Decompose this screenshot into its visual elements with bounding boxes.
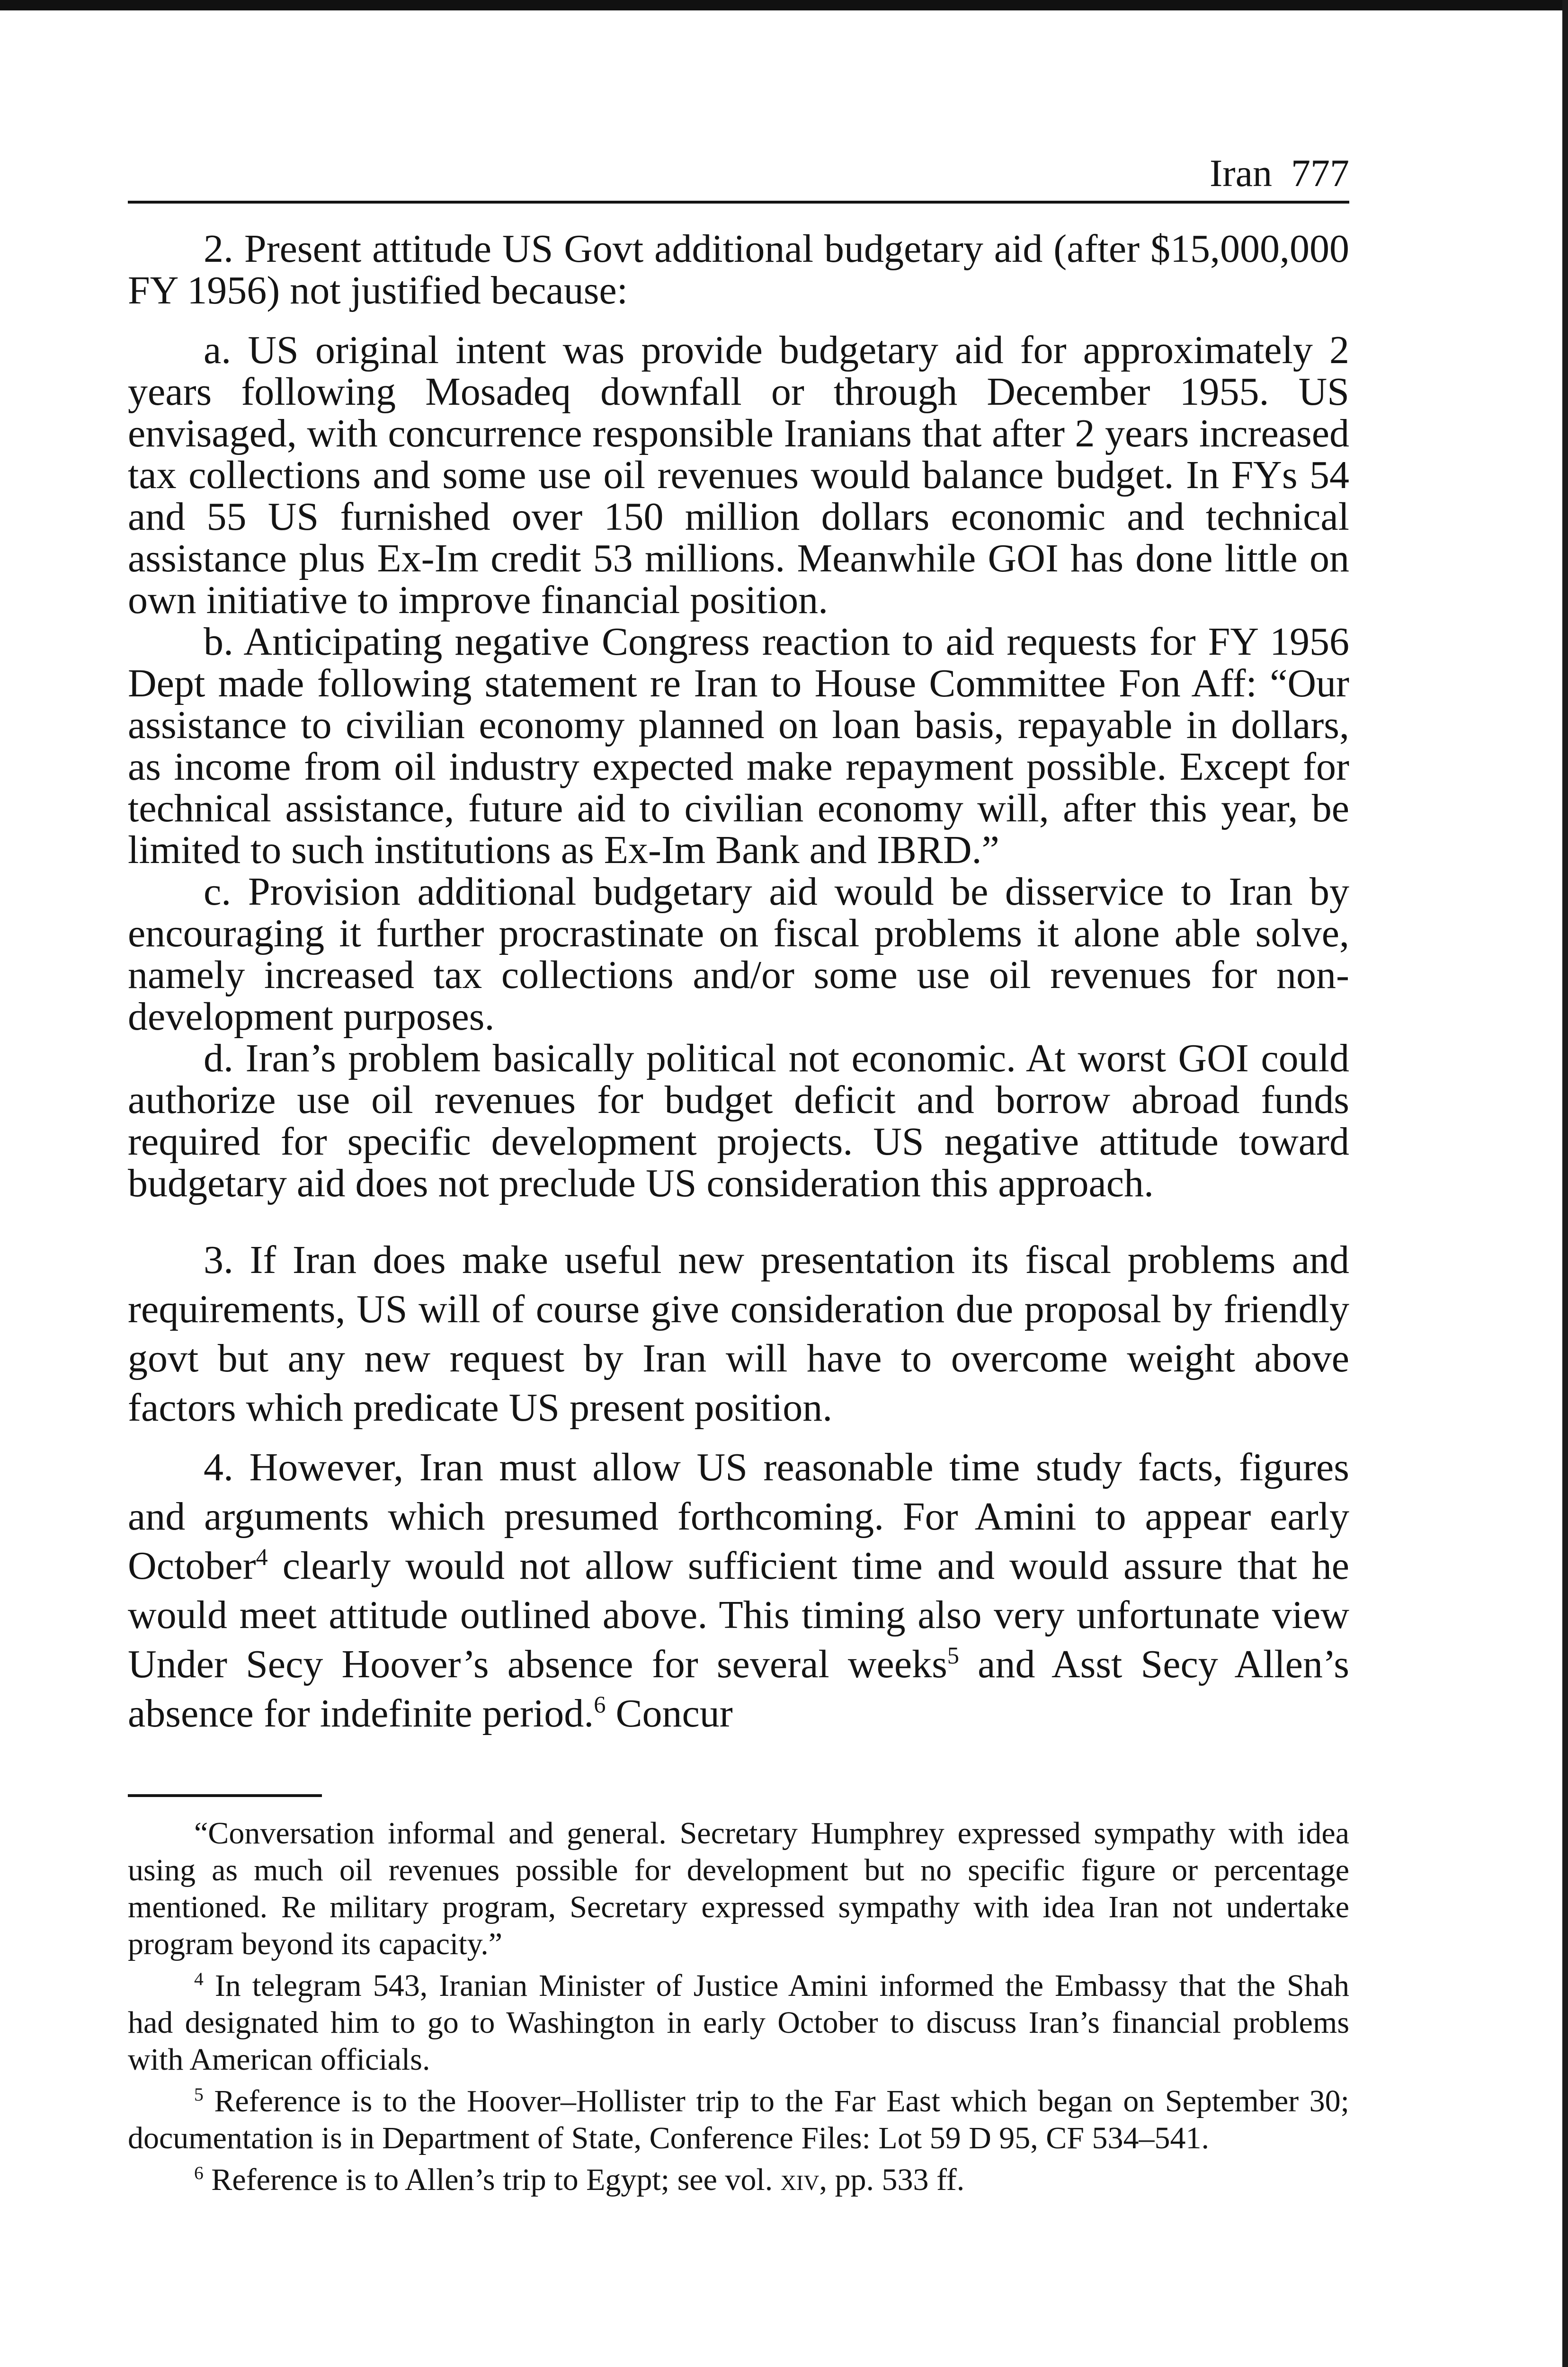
paragraph-2: 2. Present attitude US Govt additional budgetary aid (after $15,000,000 FY 1956) not justified because: (128, 227, 1349, 312)
paragraph-2c: c. Provision additional budgetary aid would be disservice to Iran by encouraging it further procrastinate on fiscal problems it alone able solve, namely increased tax collections and/or some use oil revenues for non-development purposes. (128, 870, 1349, 1039)
paragraph-2b: b. Anticipating negative Congress reaction to aid requests for FY 1956 Dept made following statement re Iran to House Committee Fon Aff: “Our assistance to civilian economy planned on loan basis, repayable in dollars, as income from oil industry expected make repayment possible. Except for technical assistance, future aid to civilian economy will, after this year, be limited to such institutions as Ex-Im Bank and IBRD.” (128, 620, 1349, 872)
page-number: 777 (1291, 151, 1349, 195)
paragraph-4-text-1: 4. However, Iran must allow US reasonable time study facts, figures and arguments which presumed forthcoming. For Amini to appear early October (128, 1445, 1349, 1588)
footnote-ref-6[interactable]: 6 (594, 1691, 606, 1718)
footnote-6 (128, 2162, 1349, 2198)
footnote-4-text: In telegram 543, Iranian Minister of Justice Amini informed the Embassy that the Shah had designated him to go to Washington in early October to discuss Iran’s financial problems with American officials. (128, 1968, 1349, 2077)
footnote-6-marker: 6 (194, 2162, 204, 2183)
main-text-section-1 (128, 228, 1349, 1204)
footnote-4-marker: 4 (194, 1968, 204, 1989)
header-rule (128, 201, 1349, 204)
footnotes (128, 1815, 1349, 2198)
footnote-ref-5[interactable]: 5 (947, 1642, 959, 1669)
paragraph-4-text-4: Concur (606, 1691, 733, 1735)
document-page (128, 151, 1349, 2203)
footnote-4 (128, 1967, 1349, 2078)
paragraph-2a: a. US original intent was provide budgetary aid for approximately 2 years following Mosadeq downfall or through December 1955. US envisaged, with concurrence responsible Iranians that after 2 years increased tax collections and some use oil revenues would balance budget. In FYs 54 and 55 US furnished over 150 million dollars economic and technical assistance plus Ex-Im credit 53 millions. Meanwhile GOI has done little on own initiative to improve financial position. (128, 328, 1349, 622)
paragraph-3: 3. If Iran does make useful new presentation its fiscal problems and requirements, US will of course give consideration due proposal by friendly govt but any new request by Iran will have to overcome weight above factors which predicate US present position. (128, 1238, 1349, 1430)
footnote-6-text-before: Reference is to Allen’s trip to Egypt; see vol. (211, 2162, 773, 2197)
paragraph-2d: d. Iran’s problem basically political not economic. At worst GOI could authorize use oil revenues for budget deficit and borrow abroad funds required for specific development projects. US negative attitude toward budgetary aid does not preclude US consideration this approach. (128, 1036, 1349, 1205)
main-text-section-2 (128, 1236, 1349, 1738)
footnote-6-text-after: , pp. 533 ff. (819, 2162, 965, 2197)
page-right-edge (1562, 0, 1568, 2367)
page-top-edge (0, 0, 1568, 10)
running-head-title: Iran (1209, 151, 1272, 195)
footnote-5-text: Reference is to the Hoover–Hollister trip to the Far East which began on September 30; documentation is in Department of State, Conference Files: Lot 59 D 95, CF 534–541. (128, 2084, 1350, 2155)
footnote-6-volume: xiv (780, 2162, 820, 2197)
paragraph-4-text-3: and Asst Secy Allen’s absence for indefinite period. (128, 1642, 1349, 1735)
paragraph-4-text-2: clearly would not allow sufficient time and would assure that he would meet attitude outlined above. This timing also very unfortunate view Under Secy Hoover’s absence for several weeks (128, 1544, 1349, 1686)
footnote-continuation: “Conversation informal and general. Secretary Humphrey expressed sympathy with idea using as much oil revenues possible for development but no specific figure or percentage mentioned. Re military program, Secretary expressed sympathy with idea Iran not undertake program beyond its capacity.” (128, 1816, 1349, 1961)
footnote-5 (128, 2083, 1349, 2157)
footnote-rule (128, 1794, 322, 1797)
footnote-ref-4[interactable]: 4 (256, 1544, 268, 1570)
footnote-5-marker: 5 (194, 2084, 204, 2105)
paragraph-4 (128, 1443, 1349, 1738)
running-head (128, 151, 1349, 196)
